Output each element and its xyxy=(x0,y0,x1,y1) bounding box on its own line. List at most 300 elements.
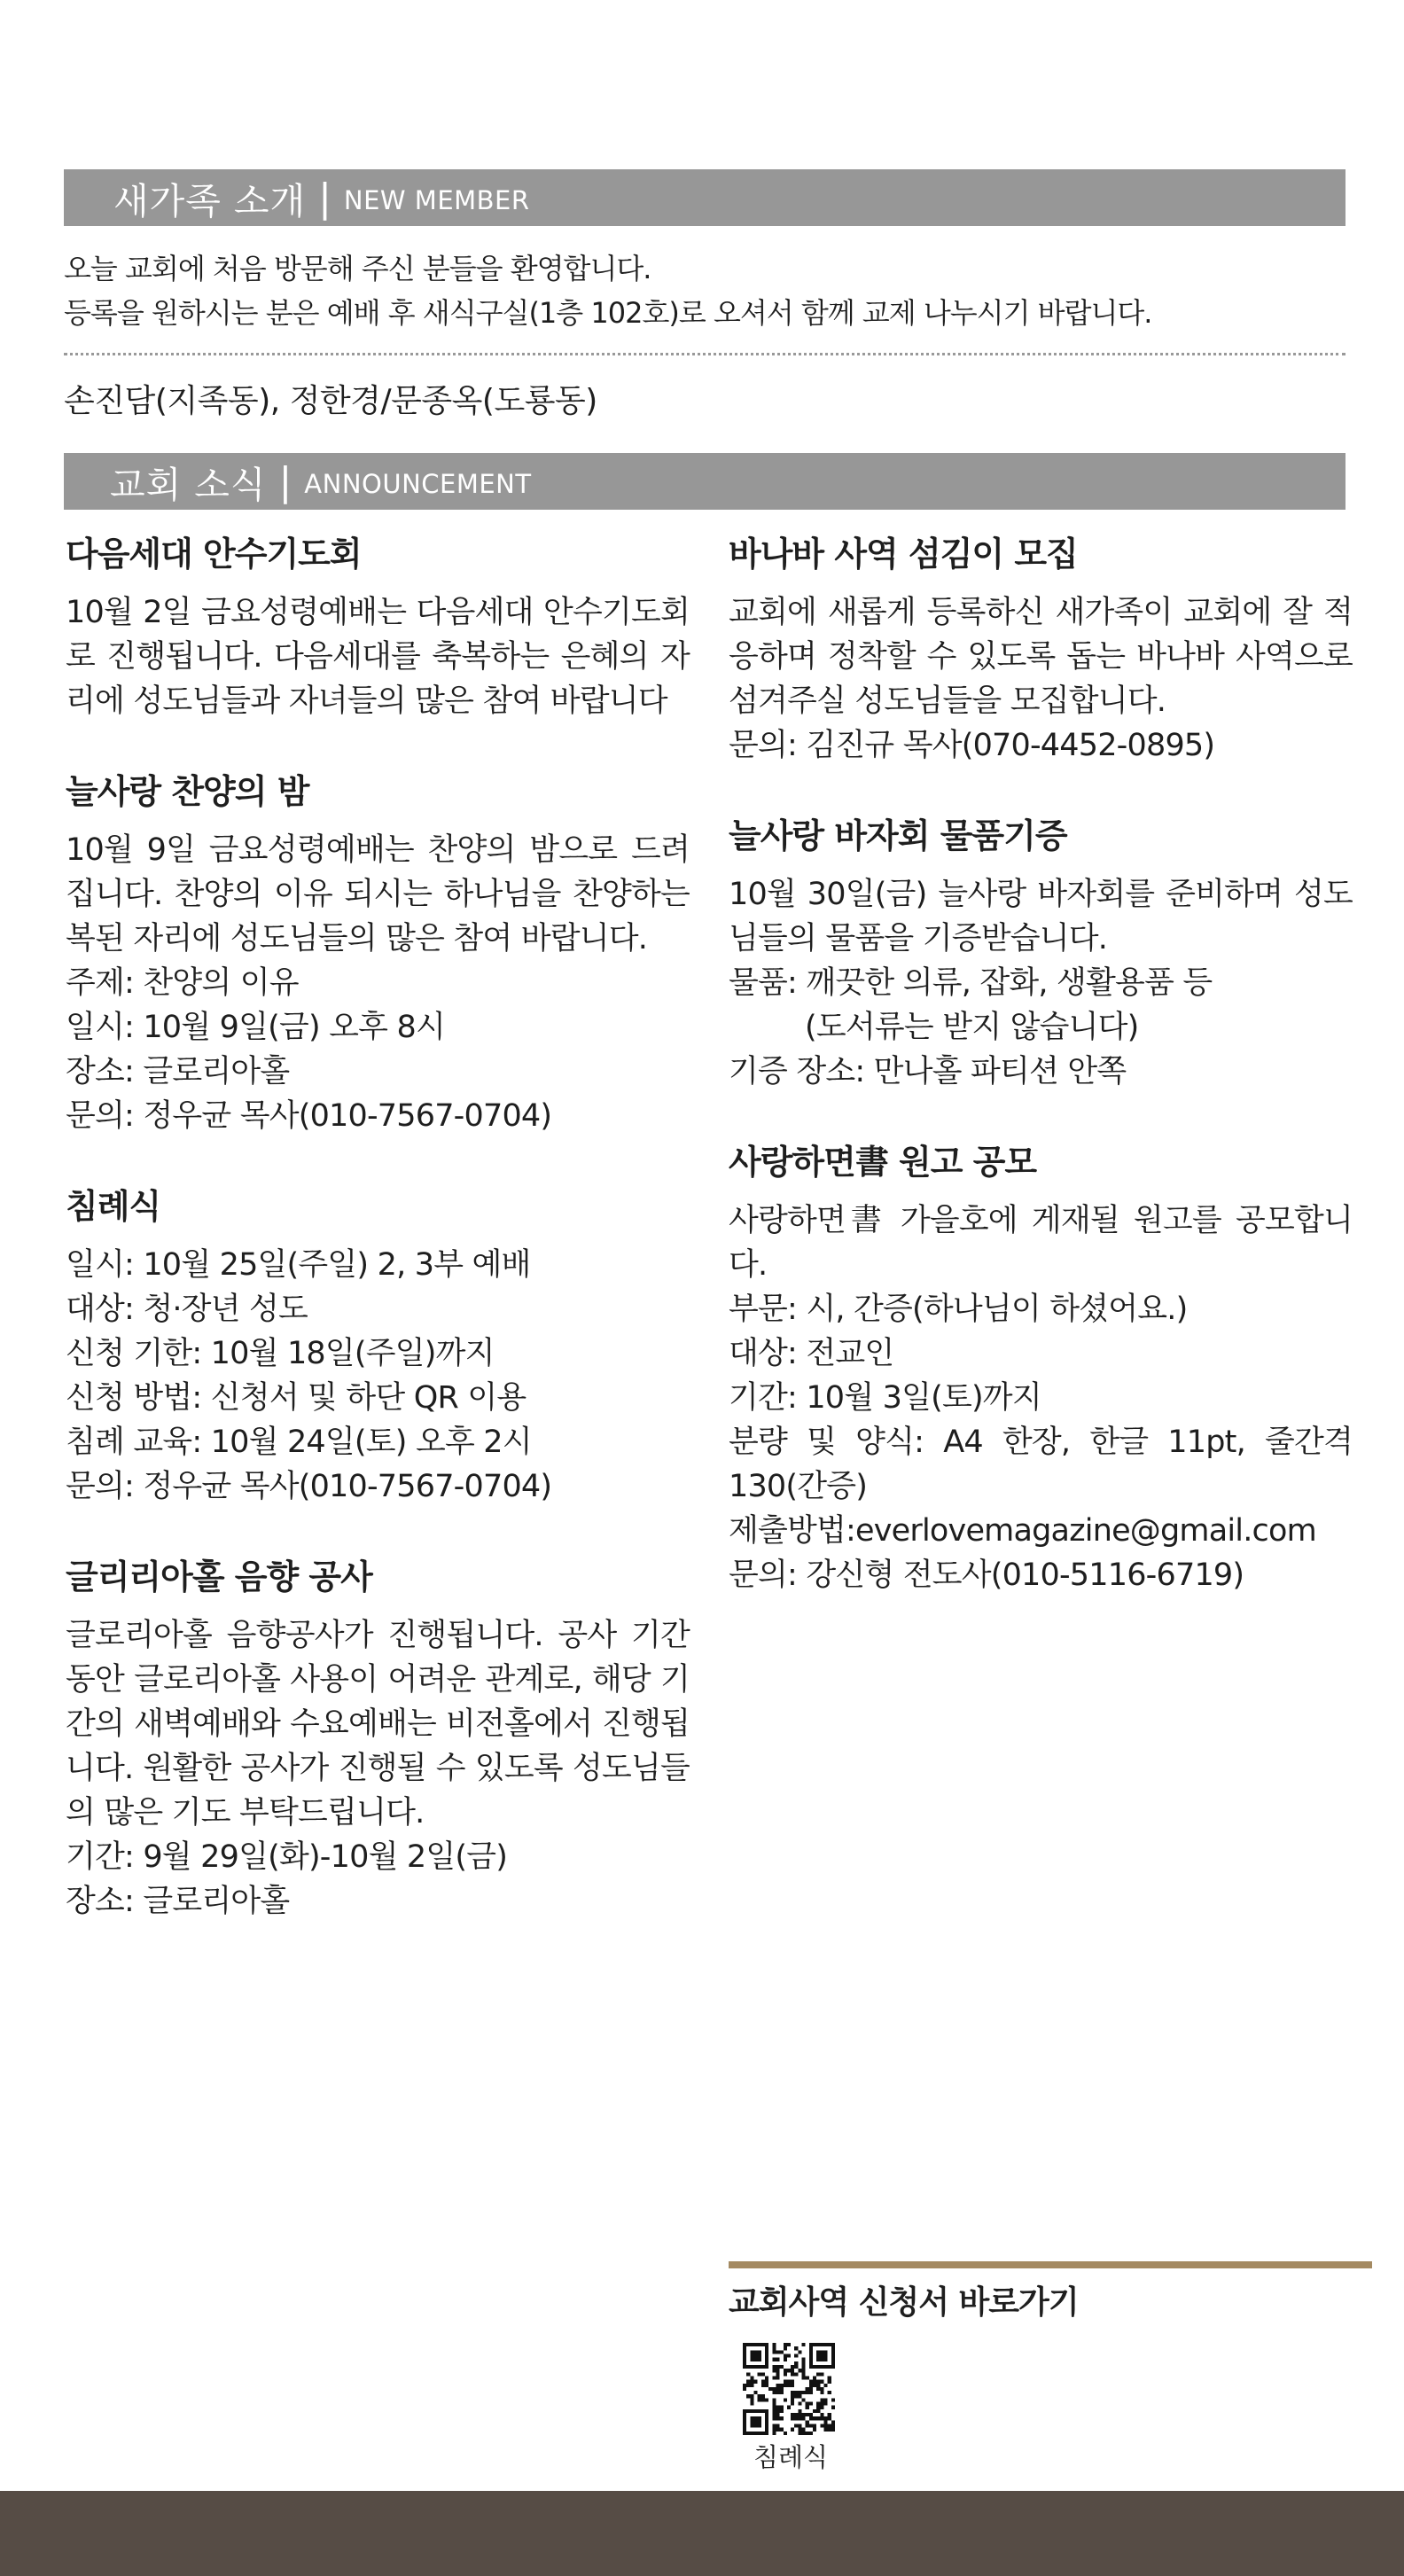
qr-module xyxy=(765,2343,768,2346)
qr-module xyxy=(806,2387,809,2391)
qr-module xyxy=(753,2380,757,2384)
qr-module xyxy=(798,2413,801,2416)
qr-module xyxy=(813,2380,816,2384)
qr-module xyxy=(743,2358,746,2361)
qr-module xyxy=(743,2428,746,2432)
new-member-title: 새가족 소개 xyxy=(113,179,307,222)
announcement-header xyxy=(64,453,1346,510)
qr-module xyxy=(758,2416,761,2420)
notice-body: 10월 9일 금요성령예배는 찬양의 밤으로 드려집니다. 찬양의 이유 되시는 하나님을 찬양하는 복된 자리에 성도님들의 많은 참여 바랍니다. xyxy=(66,832,690,956)
notice-detail: 신청 방법: 신청서 및 하단 QR 이용 xyxy=(66,1380,526,1416)
qr-module xyxy=(750,2394,753,2398)
notice-detail: 신청 기한: 10월 18일(주일)까지 xyxy=(66,1336,495,1371)
qr-module xyxy=(758,2354,761,2357)
qr-label: 침례식 xyxy=(753,2442,829,2472)
qr-module xyxy=(765,2420,768,2424)
qr-module xyxy=(772,2387,776,2391)
qr-module xyxy=(824,2354,828,2357)
qr-module xyxy=(813,2376,816,2379)
qr-module xyxy=(802,2416,806,2420)
qr-module xyxy=(809,2346,813,2350)
qr-module xyxy=(765,2384,768,2387)
qr-module xyxy=(768,2387,772,2391)
qr-module xyxy=(802,2398,806,2401)
qr-module xyxy=(772,2365,776,2369)
notice-detail: 기증 장소: 만나홀 파티션 안쪽 xyxy=(729,1054,1127,1089)
qr-module xyxy=(743,2346,746,2350)
qr-module xyxy=(820,2343,823,2346)
qr-module xyxy=(820,2413,823,2416)
qr-module xyxy=(758,2394,761,2398)
qr-module xyxy=(750,2365,753,2369)
qr-module xyxy=(753,2350,757,2354)
notice-title: 늘사랑 찬양의 밤 xyxy=(66,772,309,811)
qr-module xyxy=(784,2384,787,2387)
qr-module xyxy=(746,2409,750,2413)
qr-module xyxy=(758,2358,761,2361)
qr-module xyxy=(780,2384,784,2387)
qr-module xyxy=(802,2343,806,2346)
qr-module xyxy=(824,2365,828,2369)
qr-module xyxy=(816,2350,820,2354)
qr-module xyxy=(758,2372,761,2376)
qr-module xyxy=(772,2358,776,2361)
qr-module xyxy=(809,2380,813,2384)
qr-module xyxy=(765,2376,768,2379)
qr-module xyxy=(750,2402,753,2406)
qr-module xyxy=(758,2424,761,2428)
qr-module xyxy=(813,2416,816,2420)
qr-module xyxy=(761,2380,765,2384)
qr-module xyxy=(806,2424,809,2428)
qr-module xyxy=(758,2398,761,2401)
qr-module xyxy=(776,2350,779,2354)
notice-detail: 물품: 깨끗한 의류, 잡화, 생활용품 등 xyxy=(729,965,1213,1001)
qr-module xyxy=(753,2409,757,2413)
notice-baptism xyxy=(66,1182,690,1509)
qr-module xyxy=(806,2420,809,2424)
notice-title: 바나바 사역 섬김이 모집 xyxy=(729,535,1078,574)
qr-module xyxy=(828,2391,831,2394)
qr-module xyxy=(798,2369,801,2372)
qr-module xyxy=(831,2365,835,2369)
qr-module xyxy=(776,2369,779,2372)
qr-module xyxy=(831,2424,835,2428)
qr-module xyxy=(776,2391,779,2394)
announcement-title: 교회 소식 xyxy=(110,463,267,506)
qr-module xyxy=(743,2361,746,2365)
notice-title: 글리리아홀 음향 공사 xyxy=(66,1557,372,1596)
qr-module xyxy=(806,2406,809,2409)
qr-module xyxy=(780,2428,784,2432)
qr-module xyxy=(776,2406,779,2409)
qr-module xyxy=(758,2350,761,2354)
qr-module xyxy=(761,2343,765,2346)
qr-module xyxy=(758,2343,761,2346)
qr-module xyxy=(794,2413,798,2416)
qr-module xyxy=(743,2409,746,2413)
qr-module xyxy=(828,2343,831,2346)
qr-module xyxy=(816,2343,820,2346)
intro-line: 오늘 교회에 처음 방문해 주신 분들을 환영합니다. xyxy=(64,252,651,285)
qr-module xyxy=(772,2424,776,2428)
qr-module xyxy=(820,2402,823,2406)
notice-detail: 제출방법:everlovemagazine@gmail.com xyxy=(729,1513,1316,1549)
qr-module xyxy=(784,2432,787,2435)
qr-module xyxy=(765,2428,768,2432)
qr-module xyxy=(802,2369,806,2372)
qr-module xyxy=(802,2391,806,2394)
intro-line: 등록을 원하시는 분은 예배 후 새식구실(1층 102호)로 오셔서 함께 교제 나누시기 바랍니다. xyxy=(64,296,1152,330)
notice-detail: 문의: 강신형 전도사(010-5116-6719) xyxy=(729,1557,1244,1593)
qr-module xyxy=(780,2409,784,2413)
qr-module xyxy=(746,2380,750,2384)
qr-module xyxy=(761,2398,765,2401)
new-member-intro xyxy=(64,246,1151,335)
qr-module xyxy=(794,2391,798,2394)
qr-module xyxy=(798,2394,801,2398)
notice-title: 다음세대 안수기도회 xyxy=(66,535,362,574)
qr-module xyxy=(772,2369,776,2372)
qr-module xyxy=(824,2416,828,2420)
qr-module xyxy=(772,2346,776,2350)
qr-module xyxy=(761,2365,765,2369)
new-member-header xyxy=(64,169,1346,226)
qr-module xyxy=(816,2384,820,2387)
qr-module xyxy=(813,2428,816,2432)
qr-module xyxy=(780,2365,784,2369)
notice-next-generation-prayer xyxy=(66,529,690,723)
qr-module xyxy=(746,2365,750,2369)
qr-module xyxy=(794,2346,798,2350)
announcement-left-column xyxy=(66,529,690,1967)
qr-module xyxy=(828,2365,831,2369)
qr-module xyxy=(798,2424,801,2428)
qr-module xyxy=(761,2409,765,2413)
notice-detail: 장소: 글로리아홀 xyxy=(66,1884,290,1919)
qr-module xyxy=(831,2398,835,2401)
qr-module xyxy=(809,2358,813,2361)
qr-module xyxy=(813,2384,816,2387)
qr-module xyxy=(806,2432,809,2435)
qr-module xyxy=(784,2369,787,2372)
qr-module xyxy=(809,2361,813,2365)
qr-module xyxy=(820,2387,823,2391)
qr-module xyxy=(743,2354,746,2357)
qr-module xyxy=(791,2380,794,2384)
qr-module xyxy=(787,2343,791,2346)
qr-module xyxy=(831,2428,835,2432)
notice-title: 늘사랑 바자회 물품기증 xyxy=(729,816,1067,855)
qr-module xyxy=(743,2420,746,2424)
qr-module xyxy=(772,2343,776,2346)
qr-module xyxy=(772,2398,776,2401)
qr-module xyxy=(809,2416,813,2420)
qr-module xyxy=(746,2372,750,2376)
qr-module xyxy=(820,2391,823,2394)
qr-module xyxy=(753,2358,757,2361)
notice-detail-justified: 분량 및 양식: A4 한장, 한글 11pt, 줄간격 130(간증) xyxy=(729,1425,1353,1504)
qr-module xyxy=(761,2394,765,2398)
qr-module xyxy=(806,2391,809,2394)
qr-module xyxy=(750,2420,753,2424)
qr-module xyxy=(802,2358,806,2361)
qr-module xyxy=(798,2350,801,2354)
qr-module xyxy=(809,2343,813,2346)
qr-module xyxy=(802,2413,806,2416)
notice-detail: 부문: 시, 간증(하나님이 하셨어요.) xyxy=(729,1292,1188,1327)
notice-title: 침례식 xyxy=(66,1187,161,1226)
qr-module xyxy=(816,2358,820,2361)
announcement-title-en: ANNOUNCEMENT xyxy=(304,469,532,499)
qr-module xyxy=(824,2428,828,2432)
qr-module xyxy=(746,2343,750,2346)
qr-module xyxy=(780,2350,784,2354)
qr-module xyxy=(743,2416,746,2420)
qr-module xyxy=(765,2409,768,2413)
qr-module xyxy=(791,2394,794,2398)
notice-detail: 대상: 청·장년 성도 xyxy=(66,1292,308,1327)
qr-module xyxy=(802,2361,806,2365)
notice-detail: 문의: 정우균 목사(010-7567-0704) xyxy=(66,1469,552,1504)
notice-bazaar-donation xyxy=(729,811,1353,1094)
qr-module xyxy=(798,2391,801,2394)
qr-module xyxy=(787,2354,791,2357)
qr-module xyxy=(784,2372,787,2376)
qr-module xyxy=(824,2402,828,2406)
notice-detail: 장소: 글로리아홀 xyxy=(66,1054,290,1089)
qr-module xyxy=(780,2387,784,2391)
qr-module xyxy=(828,2428,831,2432)
qr-module xyxy=(802,2428,806,2432)
qr-module xyxy=(776,2416,779,2420)
qr-module xyxy=(831,2420,835,2424)
qr-module xyxy=(809,2350,813,2354)
qr-module xyxy=(820,2424,823,2428)
notice-body: 교회에 새롭게 등록하신 새가족이 교회에 잘 적응하며 정착할 수 있도록 돕는 바나바 사역으로 섬겨주실 성도님들을 모집합니다. xyxy=(729,595,1353,719)
qr-module xyxy=(802,2432,806,2435)
qr-module xyxy=(750,2424,753,2428)
notice-praise-night xyxy=(66,767,690,1138)
qr-module xyxy=(776,2428,779,2432)
qr-module xyxy=(787,2369,791,2372)
qr-module xyxy=(831,2350,835,2354)
qr-module xyxy=(765,2365,768,2369)
qr-module xyxy=(750,2384,753,2387)
qr-module xyxy=(753,2424,757,2428)
qr-module xyxy=(765,2358,768,2361)
qr-module xyxy=(753,2420,757,2424)
qr-module xyxy=(750,2409,753,2413)
notice-gloria-hall-construction xyxy=(66,1552,690,1924)
qr-module xyxy=(791,2369,794,2372)
qr-module xyxy=(758,2409,761,2413)
qr-module xyxy=(831,2346,835,2350)
qr-module xyxy=(828,2416,831,2420)
qr-module xyxy=(794,2416,798,2420)
qr-module xyxy=(780,2416,784,2420)
qr-module xyxy=(746,2432,750,2435)
qr-module xyxy=(816,2409,820,2413)
qr-module xyxy=(816,2365,820,2369)
qr-module xyxy=(820,2416,823,2420)
footer-bar xyxy=(0,2491,1404,2576)
notice-barnabas-recruit xyxy=(729,529,1353,768)
qr-module xyxy=(765,2398,768,2401)
qr-module xyxy=(758,2365,761,2369)
qr-module xyxy=(813,2424,816,2428)
qr-module xyxy=(776,2358,779,2361)
qr-module xyxy=(758,2420,761,2424)
qr-module xyxy=(802,2372,806,2376)
qr-module xyxy=(765,2416,768,2420)
qr-module xyxy=(761,2432,765,2435)
qr-module xyxy=(784,2343,787,2346)
qr-module xyxy=(824,2420,828,2424)
qr-module xyxy=(794,2372,798,2376)
qr-module xyxy=(816,2402,820,2406)
notice-detail-indent: (도서류는 받지 않습니다) xyxy=(805,1010,1139,1045)
qr-module xyxy=(743,2343,746,2346)
qr-module xyxy=(772,2402,776,2406)
qr-module xyxy=(750,2398,753,2401)
new-member-names: 손진담(지족동), 정한경/문종옥(도룡동) xyxy=(64,383,597,419)
qr-module xyxy=(772,2428,776,2432)
qr-module xyxy=(750,2350,753,2354)
qr-module xyxy=(806,2376,809,2379)
notice-body: 사랑하면書 가을호에 게재될 원고를 공모합니다. xyxy=(729,1203,1353,1283)
qr-module xyxy=(750,2358,753,2361)
notice-detail: 일시: 10월 9일(금) 오후 8시 xyxy=(66,1010,445,1045)
qr-module xyxy=(776,2372,779,2376)
qr-module xyxy=(743,2384,746,2387)
qr-module xyxy=(776,2409,779,2413)
qr-module xyxy=(809,2387,813,2391)
qr-module xyxy=(809,2402,813,2406)
qr-module xyxy=(746,2394,750,2398)
qr-module xyxy=(809,2432,813,2435)
qr-module xyxy=(794,2424,798,2428)
qr-module xyxy=(820,2350,823,2354)
qr-module xyxy=(791,2384,794,2387)
qr-module xyxy=(753,2432,757,2435)
qr-module xyxy=(791,2372,794,2376)
qr-module xyxy=(820,2358,823,2361)
qr-module xyxy=(794,2354,798,2357)
qr-module xyxy=(753,2343,757,2346)
qr-module xyxy=(831,2343,835,2346)
notice-detail: 문의: 정우균 목사(010-7567-0704) xyxy=(66,1098,552,1134)
qr-module xyxy=(784,2380,787,2384)
qr-module xyxy=(784,2354,787,2357)
notice-detail: 기간: 9월 29일(화)-10월 2일(금) xyxy=(66,1839,508,1875)
qr-module xyxy=(765,2361,768,2365)
qr-module xyxy=(791,2365,794,2369)
qr-module xyxy=(743,2413,746,2416)
qr-module xyxy=(750,2432,753,2435)
notice-manuscript-contest xyxy=(729,1137,1353,1597)
qr-module xyxy=(743,2365,746,2369)
qr-module xyxy=(772,2406,776,2409)
qr-module xyxy=(816,2354,820,2357)
qr-module xyxy=(791,2402,794,2406)
qr-module xyxy=(820,2380,823,2384)
qr-module xyxy=(824,2350,828,2354)
qr-module xyxy=(743,2424,746,2428)
qr-module xyxy=(813,2365,816,2369)
qr-module xyxy=(831,2354,835,2357)
qr-module xyxy=(809,2424,813,2428)
notice-body: 글로리아홀 음향공사가 진행됩니다. 공사 기간 동안 글로리아홀 사용이 어려운 관계로, 해당 기간의 새벽예배와 수요예배는 비전홀에서 진행됩니다. 원활한 공사가 진행될 수 있도록 성도님들의 많은 기도 부탁드립니다. xyxy=(66,1618,690,1831)
qr-module xyxy=(802,2376,806,2379)
qr-module xyxy=(772,2376,776,2379)
qr-module xyxy=(758,2432,761,2435)
qr-module xyxy=(828,2424,831,2428)
qr-module xyxy=(798,2428,801,2432)
qr-module xyxy=(765,2346,768,2350)
qr-module xyxy=(816,2416,820,2420)
qr-module xyxy=(780,2406,784,2409)
application-shortcut-title: 교회사역 신청서 바로가기 xyxy=(729,2284,1079,2321)
dotted-divider xyxy=(64,353,1346,355)
qr-module xyxy=(831,2406,835,2409)
qr-module xyxy=(746,2384,750,2387)
qr-code-icon[interactable] xyxy=(743,2343,835,2435)
qr-module xyxy=(794,2361,798,2365)
header-separator: | xyxy=(318,175,332,221)
qr-module xyxy=(743,2350,746,2354)
qr-module xyxy=(750,2343,753,2346)
qr-module xyxy=(813,2343,816,2346)
qr-module xyxy=(824,2424,828,2428)
qr-module xyxy=(798,2416,801,2420)
qr-module xyxy=(776,2384,779,2387)
qr-module xyxy=(776,2387,779,2391)
qr-module xyxy=(791,2413,794,2416)
qr-module xyxy=(806,2413,809,2416)
qr-module xyxy=(765,2413,768,2416)
qr-module xyxy=(824,2398,828,2401)
qr-module xyxy=(750,2354,753,2357)
qr-module xyxy=(816,2372,820,2376)
qr-module xyxy=(787,2380,791,2384)
qr-module xyxy=(761,2372,765,2376)
qr-module xyxy=(824,2343,828,2346)
qr-module xyxy=(772,2416,776,2420)
qr-module xyxy=(750,2376,753,2379)
qr-module xyxy=(824,2358,828,2361)
notice-detail: 일시: 10월 25일(주일) 2, 3부 예배 xyxy=(66,1247,531,1283)
qr-module xyxy=(824,2384,828,2387)
notice-body: 10월 2일 금요성령예배는 다음세대 안수기도회로 진행됩니다. 다음세대를 축복하는 은혜의 자리에 성도님들과 자녀들의 많은 참여 바랍니다 xyxy=(66,595,690,719)
qr-module xyxy=(809,2354,813,2357)
qr-module xyxy=(776,2413,779,2416)
qr-module xyxy=(776,2424,779,2428)
qr-module xyxy=(743,2432,746,2435)
qr-module xyxy=(820,2365,823,2369)
qr-module xyxy=(791,2416,794,2420)
qr-module xyxy=(776,2376,779,2379)
qr-module xyxy=(828,2413,831,2416)
qr-module xyxy=(802,2365,806,2369)
qr-module xyxy=(820,2406,823,2409)
qr-module xyxy=(794,2394,798,2398)
notice-body: 10월 30일(금) 늘사랑 바자회를 준비하며 성도님들의 물품을 기증받습니다. xyxy=(729,877,1353,956)
qr-module xyxy=(753,2354,757,2357)
qr-module xyxy=(784,2346,787,2350)
qr-module xyxy=(809,2391,813,2394)
qr-module xyxy=(753,2416,757,2420)
